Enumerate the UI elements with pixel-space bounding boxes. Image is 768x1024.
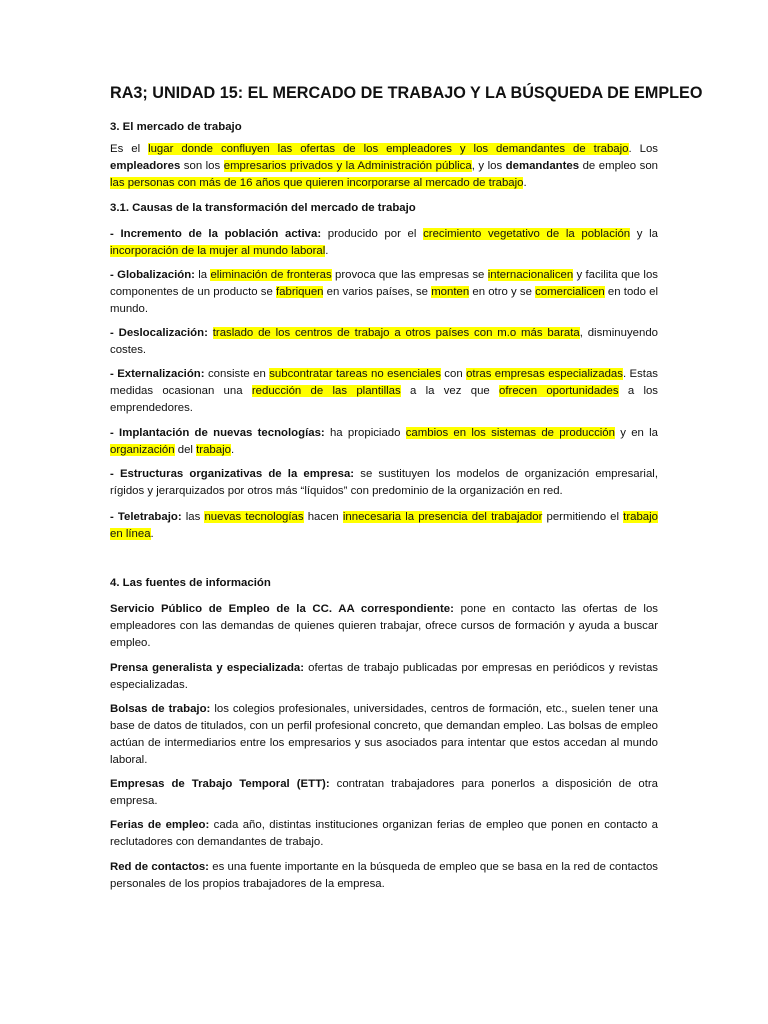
highlighted-text: trabajo en línea [110,511,658,540]
text-run: las [181,511,205,523]
highlighted-text: las personas con más de 16 años que quieren incorporarse al mercado de trabajo [110,177,524,189]
text-run: . Estas medidas ocasionan una [110,368,658,397]
text-run: contratan trabajadores para ponerlos a disposición de otra empresa. [110,778,658,807]
highlighted-text: traslado de los centros de trabajo a otros países con m.o más barata [212,327,580,339]
section-4-heading: 4. Las fuentes de información [110,577,271,589]
text-run: consiste en [204,368,270,380]
text-run: provoca que las empresas se [331,269,488,281]
highlighted-text: subcontratar tareas no esenciales [269,368,441,380]
text-run: y en la [614,427,658,439]
bold-term: Prensa generalista y especializada: [110,662,305,674]
text-run: es una fuente importante en la búsqueda de empleo que se basa en la red de contactos personales de los propios trabajadores de la empresa. [110,861,658,890]
source-prensa [110,660,658,694]
text-run: la [194,269,211,281]
section-3-paragraph [110,141,658,192]
bold-term: - Teletrabajo: [110,511,182,523]
text-run: . [325,245,329,257]
highlighted-text: empresarios privados y la Administración pública [223,160,472,172]
text-run: los colegios profesionales, universidades, centros de formación, etc., suelen tener una base de datos de titulados, con un perfil profesional concreto, que demandan empleo. Las bolsas de empleo actúan de intermediarios entre los empresarios y sus asociados para intentar que estos accedan al mundo laboral. [110,703,658,766]
text-run: con [440,368,467,380]
bold-term: - Externalización: [110,368,205,380]
highlighted-text: incorporación de la mujer al mundo laboral [110,245,326,257]
text-run: se sustituyen los modelos de organización empresarial, rígidos y jerarquizados por otros más “líquidos” con predominio de la organización en red. [110,468,658,497]
source-ferias-de-empleo [110,817,658,851]
text-run: del [174,444,197,456]
bold-term: Ferias de empleo: [110,819,210,831]
highlighted-text: nuevas tecnologías [204,511,304,523]
highlighted-text: organización [110,444,175,456]
highlighted-text: innecesaria la presencia del trabajador [342,511,543,523]
text-run: producido por el [321,228,424,240]
text-run: . Los [628,143,658,155]
highlighted-text: otras empresas especializadas [466,368,623,380]
highlighted-text: ofrecen oportunidades [499,385,619,397]
cause-teletrabajo [110,509,658,543]
source-red-de-contactos [110,859,658,893]
cause-externalizacion [110,366,658,417]
text-run: a la vez que [400,385,500,397]
section-3-1-heading: 3.1. Causas de la transformación del mercado de trabajo [110,202,416,214]
text-run: , y los [471,160,506,172]
text-run: , disminuyendo costes. [110,327,658,356]
highlighted-text: lugar donde confluyen las ofertas de los empleadores y los demandantes de trabajo [148,143,629,155]
bold-term: - Implantación de nuevas tecnologías: [110,427,325,439]
text-run: permitiendo el [542,511,624,523]
highlighted-text: internacionalicen [487,269,574,281]
text-run: ofertas de trabajo publicadas por empresas en periódicos y revistas especializadas. [110,662,658,691]
text-run: . [150,528,154,540]
text-run: cada año, distintas instituciones organizan ferias de empleo que ponen en contacto a reclutadores con demandantes de trabajo. [110,819,658,848]
bold-term: - Estructuras organizativas de la empresa: [110,468,355,480]
cause-nuevas-tecnologias [110,425,658,459]
text-run: en varios países, se [323,286,432,298]
bold-term: Red de contactos: [110,861,209,873]
text-run: son los [180,160,224,172]
source-servicio-publico [110,601,658,652]
text-run: ha propiciado [324,427,406,439]
document-page [110,0,703,1024]
bold-term: - Incremento de la población activa: [110,228,322,240]
highlighted-text: eliminación de fronteras [210,269,332,281]
highlighted-text: fabriquen [275,286,324,298]
bold-term: - Deslocalización: [110,327,208,339]
highlighted-text: reducción de las plantillas [251,385,401,397]
bold-term: demandantes [505,160,580,172]
text-run: a los emprendedores. [110,385,659,414]
text-run: Es el [110,143,149,155]
text-run: pone en contacto las ofertas de los empleadores con las demandas de quienes quieren trabajar, ofrece cursos de formación y ayuda a buscar empleo. [110,603,658,649]
cause-estructuras-organizativas [110,466,658,500]
bold-term: Bolsas de trabajo: [110,703,211,715]
text-run: . [523,177,527,189]
cause-poblacion-activa [110,226,658,260]
section-3-heading: 3. El mercado de trabajo [110,121,242,133]
bold-term: Empresas de Trabajo Temporal (ETT): [110,778,330,790]
text-run: y facilita que los componentes de un producto se [110,269,658,298]
cause-deslocalizacion [110,325,658,359]
cause-globalizacion [110,267,658,318]
text-run: en otro y se [469,286,536,298]
text-run: en todo el mundo. [110,286,658,315]
highlighted-text: monten [431,286,470,298]
bold-term: Servicio Público de Empleo de la CC. AA correspondiente: [110,603,454,615]
bold-term: - Globalización: [110,269,195,281]
source-bolsas-de-trabajo [110,701,658,769]
source-ett [110,776,658,810]
highlighted-text: comercialicen [535,286,605,298]
highlighted-text: cambios en los sistemas de producción [405,427,615,439]
highlighted-text: crecimiento vegetativo de la población [423,228,631,240]
text-run: hacen [303,511,343,523]
text-run: de empleo son [579,160,659,172]
text-run: . [230,444,235,456]
text-run [208,327,213,339]
document-title: RA3; UNIDAD 15: EL MERCADO DE TRABAJO Y LA BÚSQUEDA DE EMPLEO [110,84,703,102]
highlighted-text: trabajo [196,444,231,456]
text-run: y la [630,228,658,240]
bold-term: empleadores [110,160,181,172]
